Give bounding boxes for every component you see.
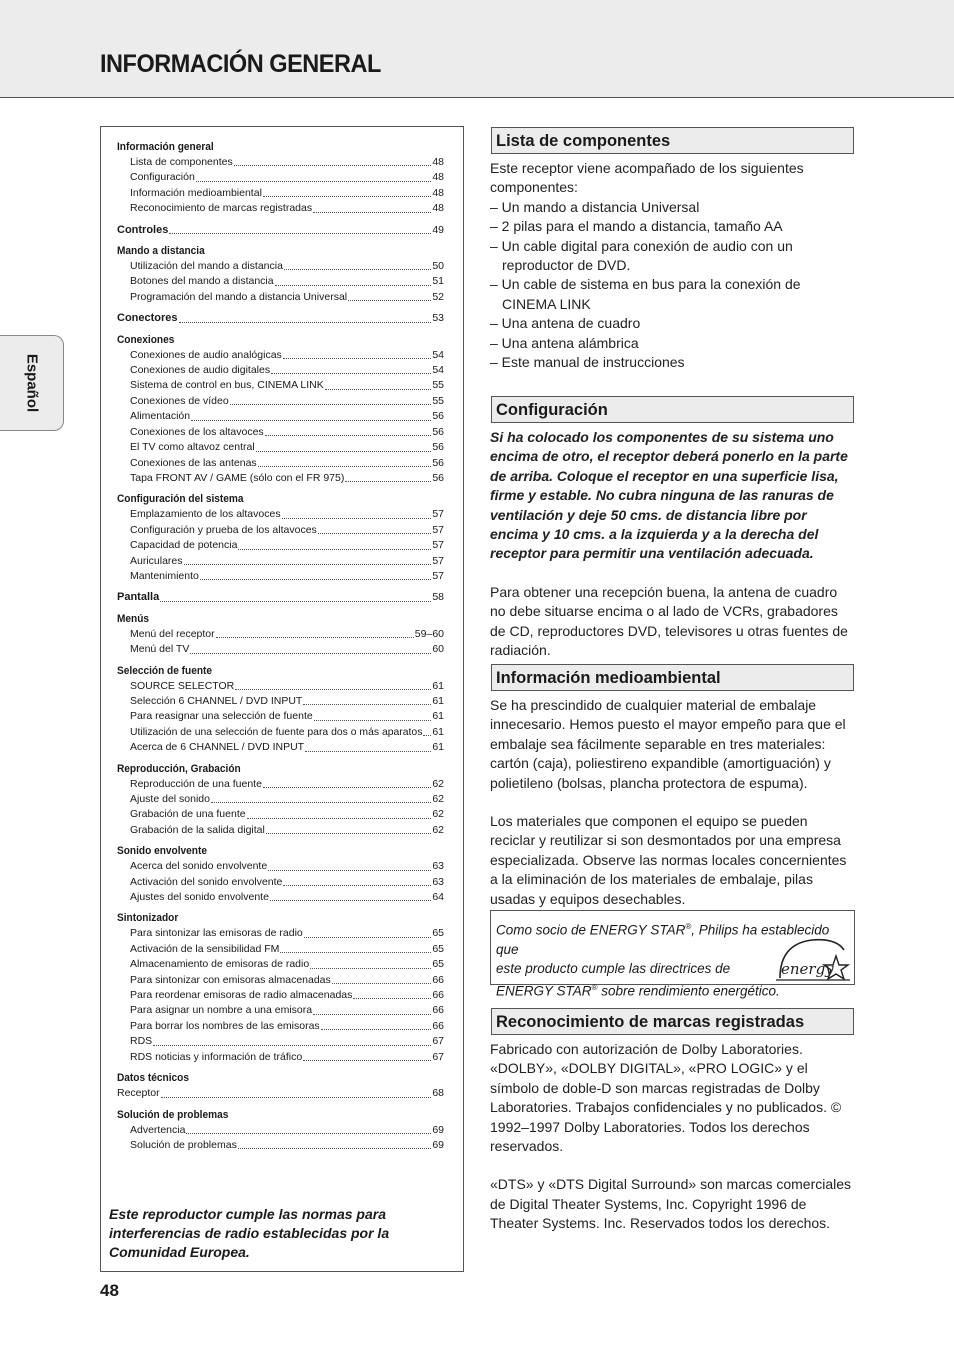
toc-entry <box>117 1086 444 1101</box>
toc-entry-page: 48 <box>432 171 444 184</box>
toc-entry-page: 50 <box>432 260 444 273</box>
toc-main-entry <box>117 223 444 238</box>
toc-entry-page: 59–60 <box>414 627 444 640</box>
trademarks-p1: Fabricado con autorización de Dolby Laboratories. «DOLBY», «DOLBY DIGITAL», «PRO LOGIC» y el símbolo de doble-D son marcas registradas de Dolby Laboratories. Trabajos confidenciales y no publicados. © 1992–1997 Dolby Laboratories. Todos los derechos reservados. <box>490 1041 842 1155</box>
toc-entry-page: 57 <box>432 554 444 567</box>
toc-leader <box>325 389 432 390</box>
toc-entry-label: Conectores <box>117 312 178 325</box>
toc-leader <box>313 212 431 213</box>
page-number: 48 <box>100 1281 119 1300</box>
toc-entry-label: Conexiones de vídeo <box>130 394 229 407</box>
toc-section-title: Sonido envolvente <box>117 845 207 858</box>
toc-entry-page: 67 <box>432 1050 444 1063</box>
toc-entry-page: 60 <box>432 643 444 656</box>
toc-entry-label: RDS noticias y información de tráfico <box>130 1050 303 1063</box>
toc-entry-page: 61 <box>432 741 444 754</box>
toc-leader <box>184 564 432 565</box>
toc-entry-page: 56 <box>432 471 444 484</box>
table-of-contents <box>100 126 464 1272</box>
toc-section <box>117 333 444 487</box>
toc-section <box>117 664 444 756</box>
toc-entry <box>117 425 444 440</box>
toc-leader <box>303 1060 431 1061</box>
component-item: – Este manual de instrucciones <box>490 354 685 371</box>
toc-entry <box>117 363 444 378</box>
toc-body <box>117 140 444 1153</box>
toc-entry-page: 58 <box>432 591 444 604</box>
toc-leader <box>353 998 431 999</box>
toc-entry-label: Advertencia <box>130 1123 186 1136</box>
energy-line3: ENERGY STAR <box>496 983 592 998</box>
toc-leader <box>304 937 432 938</box>
toc-entry-label: Solución de problemas <box>130 1138 237 1151</box>
toc-leader <box>200 579 431 580</box>
language-label: Español <box>23 353 40 413</box>
toc-entry-label: Configuración <box>130 171 195 184</box>
toc-entry-label: Mantenimiento <box>130 569 199 582</box>
toc-entry <box>117 1019 444 1034</box>
environment-p1: Se ha prescindido de cualquier material de embalaje innecesario. Hemos puesto el mayor empeño para que el embalaje sea fácilmente separable en tres materiales: cartón (caja), poliestireno expandible (amortiguación) y polietileno (bolsas, plancha protectora de espuma). <box>490 697 846 791</box>
toc-entry-page: 65 <box>432 958 444 971</box>
toc-leader <box>190 653 431 654</box>
toc-entry-label: Auriculares <box>130 554 183 567</box>
toc-entry <box>117 988 444 1003</box>
toc-leader <box>275 285 432 286</box>
config-section <box>490 396 854 660</box>
energy-star-box <box>490 910 855 998</box>
toc-entry-page: 62 <box>432 808 444 821</box>
toc-section <box>117 590 444 605</box>
toc-entry-label: Lista de componentes <box>130 156 233 168</box>
config-warning: Si ha colocado los componentes de su sistema uno encima de otro, el receptor deberá ponerlo en la parte de arriba. Coloque el receptor en una superficie lisa, firme y estable. No cubra ninguna de las ranuras de ventilación y deje 50 cms. de distancia libre por encima y 10 cms. a la izquierda y a la derecha del receptor para permitir una ventilación adecuada. <box>490 429 848 562</box>
toc-section-title: Configuración del sistema <box>117 493 244 506</box>
toc-entry-label: Grabación de una fuente <box>130 808 246 821</box>
environment-section <box>490 664 854 909</box>
toc-leader <box>179 322 432 323</box>
toc-entry <box>117 569 444 584</box>
toc-entry-label: Utilización del mando a distancia <box>130 260 283 273</box>
toc-leader <box>266 833 431 834</box>
toc-entry <box>117 378 444 393</box>
toc-entry-label: Configuración y prueba de los altavoces <box>130 523 317 536</box>
toc-section <box>117 244 444 305</box>
toc-entry-label: Menú del receptor <box>130 627 215 640</box>
toc-entry <box>117 1138 444 1153</box>
page-header <box>0 0 954 98</box>
toc-entry <box>117 471 444 486</box>
toc-entry-label: Capacidad de potencia <box>130 539 238 552</box>
energy-reg-mark-2: ® <box>591 982 598 992</box>
toc-entry-label: El TV como altavoz central <box>130 441 255 454</box>
toc-entry-label: Selección 6 CHANNEL / DVD INPUT <box>130 694 303 707</box>
toc-entry-label: Para borrar los nombres de las emisoras <box>130 1019 320 1032</box>
toc-entry-page: 69 <box>432 1138 444 1151</box>
toc-entry-label: Tapa FRONT AV / GAME (sólo con el FR 975) <box>130 471 345 484</box>
toc-leader <box>238 1148 431 1149</box>
toc-entry-label: RDS <box>130 1035 153 1048</box>
toc-entry-page: 68 <box>432 1087 444 1100</box>
toc-entry-label: Para reasignar una selección de fuente <box>130 710 313 723</box>
toc-leader <box>345 481 431 482</box>
toc-entry-label: Reconocimiento de marcas registradas <box>130 202 313 215</box>
toc-entry <box>117 627 444 642</box>
toc-leader <box>258 466 432 467</box>
energy-line3b: sobre rendimiento energético. <box>597 983 780 998</box>
toc-leader <box>191 420 431 421</box>
energy-line1b: , Philips ha establecido que <box>496 922 830 957</box>
toc-entry <box>117 679 444 694</box>
toc-entry <box>117 155 444 170</box>
toc-entry-page: 64 <box>432 891 444 904</box>
toc-entry-label: Reproducción de una fuente <box>130 777 262 790</box>
toc-main-entry <box>117 311 444 326</box>
config-text: Para obtener una recepción buena, la antena de cuadro no debe situarse encima o al lado de VCRs, grabadores de CD, reproductores DVD, televisores u otras fuentes de radiación. <box>490 583 848 659</box>
toc-entry <box>117 456 444 471</box>
toc-leader <box>282 518 432 519</box>
toc-entry-page: 65 <box>432 927 444 940</box>
trademarks-title: Reconocimiento de marcas registradas <box>491 1008 854 1035</box>
component-item: – Un mando a distancia Universal <box>490 198 700 215</box>
toc-entry <box>117 1003 444 1018</box>
toc-entry-label: Controles <box>117 223 169 236</box>
toc-entry-page: 61 <box>432 710 444 723</box>
toc-entry-label: Receptor <box>117 1087 160 1100</box>
toc-entry <box>117 957 444 972</box>
trademarks-p2: «DTS» y «DTS Digital Surround» son marcas comerciales de Digital Theater Systems, Inc. Copyright 1996 de Theater Systems. Inc. Reservados todos los derechos. <box>490 1176 852 1232</box>
toc-entry-label: Emplazamiento de los altavoces <box>130 508 281 521</box>
toc-entry-label: Sistema de control en bus, CINEMA LINK <box>130 379 324 392</box>
toc-leader <box>305 751 431 752</box>
toc-leader <box>235 689 431 690</box>
toc-entry-page: 56 <box>432 410 444 423</box>
toc-section-title: Selección de fuente <box>117 664 213 677</box>
toc-entry <box>117 201 444 216</box>
toc-leader <box>271 373 431 374</box>
toc-entry-label: Ajuste del sonido <box>130 793 210 805</box>
environment-title: Información medioambiental <box>491 664 854 691</box>
components-list <box>490 198 854 373</box>
toc-leader <box>270 900 431 901</box>
toc-leader <box>234 165 432 166</box>
config-title: Configuración <box>491 396 854 423</box>
toc-entry-page: 63 <box>432 860 444 873</box>
toc-leader <box>256 451 432 452</box>
toc-section-title: Información general <box>117 141 214 153</box>
toc-section-title: Menús <box>117 612 150 625</box>
toc-entry <box>117 777 444 792</box>
toc-entry-label: Para sintonizar las emisoras de radio <box>130 927 303 940</box>
toc-entry <box>117 890 444 905</box>
toc-entry <box>117 725 444 740</box>
toc-leader <box>238 549 431 550</box>
toc-entry <box>117 973 444 988</box>
toc-section-title: Conexiones <box>117 333 175 346</box>
toc-leader <box>230 404 432 405</box>
environment-p2: Los materiales que componen el equipo se pueden reciclar y reutilizar si son desmontados por una empresa especializada. Observe las normas locales concernientes a la eliminación de los materiales de embalaje, pilas usadas y equipos desechables. <box>490 813 847 907</box>
toc-main-entry <box>117 590 444 605</box>
component-item: – Un cable digital para conexión de audio con un reproductor de DVD. <box>490 237 793 274</box>
toc-leader <box>160 601 431 602</box>
toc-entry-page: 56 <box>432 441 444 454</box>
toc-entry-page: 62 <box>432 823 444 836</box>
toc-entry <box>117 792 444 807</box>
toc-entry-label: Pantalla <box>117 591 160 604</box>
toc-leader <box>348 300 431 301</box>
toc-entry <box>117 1050 444 1065</box>
component-item: – Un cable de sistema en bus para la conexión de CINEMA LINK <box>490 276 801 312</box>
toc-leader <box>216 637 414 638</box>
toc-entry-page: 54 <box>432 348 444 361</box>
toc-section <box>117 311 444 326</box>
toc-leader <box>196 181 432 182</box>
toc-entry-label: Acerca de 6 CHANNEL / DVD INPUT <box>130 741 305 754</box>
toc-section <box>117 762 444 839</box>
energy-reg-mark: ® <box>685 922 692 931</box>
components-title: Lista de componentes <box>491 127 854 154</box>
toc-leader <box>268 870 431 871</box>
toc-entry-label: Conexiones de los altavoces <box>130 425 264 438</box>
toc-entry-label: SOURCE SELECTOR <box>130 679 235 692</box>
toc-leader <box>303 704 431 705</box>
page-title: INFORMACIÓN GENERAL <box>100 50 381 78</box>
toc-entry-page: 48 <box>432 202 444 215</box>
toc-entry-page: 67 <box>432 1035 444 1048</box>
toc-entry-label: Conexiones de audio analógicas <box>130 348 282 361</box>
component-item: – Una antena de cuadro <box>490 315 641 332</box>
toc-entry-label: Grabación de la salida digital <box>130 823 265 836</box>
components-section <box>490 127 854 372</box>
toc-entry <box>117 348 444 363</box>
toc-entry-page: 49 <box>432 223 444 236</box>
toc-entry-label: Alimentación <box>130 410 191 423</box>
toc-entry-label: Conexiones de las antenas <box>130 456 257 469</box>
toc-entry-label: Para reordenar emisoras de radio almacenadas <box>130 989 353 1002</box>
toc-entry <box>117 538 444 553</box>
toc-entry-page: 69 <box>432 1123 444 1136</box>
toc-entry-page: 66 <box>432 973 444 986</box>
toc-leader <box>423 735 431 736</box>
toc-entry <box>117 807 444 822</box>
toc-entry-page: 65 <box>432 942 444 955</box>
toc-entry-label: Conexiones de audio digitales <box>130 364 271 377</box>
toc-entry-page: 66 <box>432 1019 444 1032</box>
toc-section-title: Mando a distancia <box>117 245 205 258</box>
toc-entry-label: Información medioambiental <box>130 186 262 199</box>
toc-entry-page: 48 <box>432 186 444 199</box>
toc-section-title: Solución de problemas <box>117 1108 229 1121</box>
toc-entry-label: Activación de la sensibilidad FM <box>130 942 280 955</box>
toc-entry <box>117 259 444 274</box>
toc-section <box>117 223 444 238</box>
toc-section <box>117 140 444 217</box>
language-tab <box>0 335 64 431</box>
toc-leader <box>263 787 431 788</box>
toc-leader <box>318 533 432 534</box>
compliance-note: Este reproductor cumple las normas para interferencias de radio establecidas por la Comunidad Europea. <box>109 1206 390 1260</box>
toc-entry-label: Para asignar un nombre a una emisora <box>130 1004 313 1017</box>
toc-leader <box>186 1133 431 1134</box>
component-item: – Una antena alámbrica <box>490 334 639 351</box>
toc-leader <box>153 1045 431 1046</box>
toc-entry <box>117 290 444 305</box>
components-intro: Este receptor viene acompañado de los siguientes componentes: <box>490 160 804 196</box>
toc-entry-label: Programación del mando a distancia Universal <box>130 290 348 303</box>
toc-leader <box>161 1097 432 1098</box>
energy-star-logo-icon <box>774 934 852 982</box>
toc-entry-page: 62 <box>432 793 444 805</box>
toc-entry-page: 57 <box>432 523 444 536</box>
toc-entry-page: 56 <box>432 425 444 438</box>
toc-entry-label: Menú del TV <box>130 643 190 656</box>
toc-leader <box>169 233 431 234</box>
toc-entry <box>117 642 444 657</box>
toc-entry <box>117 1123 444 1138</box>
toc-entry-page: 63 <box>432 875 444 888</box>
toc-entry <box>117 942 444 957</box>
toc-entry <box>117 926 444 941</box>
toc-section <box>117 612 444 658</box>
toc-leader <box>284 269 431 270</box>
toc-entry-page: 55 <box>432 394 444 407</box>
toc-entry-label: Ajustes del sonido envolvente <box>130 891 269 904</box>
toc-section-title: Reproducción, Grabación <box>117 762 241 775</box>
toc-entry-page: 61 <box>432 679 444 692</box>
toc-leader <box>313 1014 431 1015</box>
toc-entry-page: 48 <box>432 156 444 168</box>
toc-section-title: Sintonizador <box>117 912 179 925</box>
toc-section <box>117 492 444 584</box>
toc-entry-page: 52 <box>432 290 444 303</box>
toc-leader <box>211 802 431 803</box>
toc-section-title: Datos técnicos <box>117 1072 189 1085</box>
toc-entry-label: Acerca del sonido envolvente <box>130 860 268 873</box>
toc-entry-page: 54 <box>432 364 444 377</box>
toc-entry <box>117 523 444 538</box>
toc-entry-page: 51 <box>432 275 444 288</box>
toc-entry <box>117 186 444 201</box>
toc-leader <box>314 720 432 721</box>
toc-leader <box>265 435 432 436</box>
toc-entry-label: Botones del mando a distancia <box>130 275 274 288</box>
toc-entry <box>117 394 444 409</box>
energy-line1: Como socio de ENERGY STAR <box>496 922 686 938</box>
toc-entry <box>117 440 444 455</box>
toc-entry <box>117 859 444 874</box>
toc-entry-page: 53 <box>432 312 444 325</box>
toc-entry <box>117 709 444 724</box>
toc-entry-page: 66 <box>432 989 444 1002</box>
toc-entry <box>117 875 444 890</box>
toc-entry-label: Almacenamiento de emisoras de radio <box>130 958 310 971</box>
toc-entry <box>117 823 444 838</box>
toc-section <box>117 911 444 1065</box>
trademarks-section <box>490 1008 854 1234</box>
toc-entry <box>117 274 444 289</box>
toc-section <box>117 844 444 905</box>
toc-entry <box>117 409 444 424</box>
component-item: – 2 pilas para el mando a distancia, tamaño AA <box>490 218 783 235</box>
energy-line2: este producto cumple las directrices de <box>496 960 731 976</box>
toc-leader <box>283 885 431 886</box>
toc-leader <box>321 1029 432 1030</box>
toc-entry <box>117 507 444 522</box>
toc-entry <box>117 170 444 185</box>
toc-entry-label: Utilización de una selección de fuente para dos o más aparatos <box>130 725 423 738</box>
toc-entry-page: 55 <box>432 379 444 392</box>
toc-leader <box>280 952 431 953</box>
toc-leader <box>283 358 432 359</box>
toc-leader <box>247 818 432 819</box>
toc-entry-page: 61 <box>432 694 444 707</box>
toc-entry-page: 57 <box>432 539 444 552</box>
toc-leader <box>332 983 432 984</box>
toc-leader <box>263 196 431 197</box>
toc-leader <box>310 968 431 969</box>
toc-section <box>117 1108 444 1154</box>
toc-entry <box>117 1034 444 1049</box>
toc-entry <box>117 740 444 755</box>
toc-entry-page: 66 <box>432 1004 444 1017</box>
energy-logo-text: energy <box>781 960 834 978</box>
toc-entry-page: 62 <box>432 777 444 790</box>
toc-entry-page: 57 <box>432 569 444 582</box>
toc-entry-page: 61 <box>432 725 444 738</box>
toc-entry <box>117 554 444 569</box>
toc-entry <box>117 694 444 709</box>
toc-section <box>117 1071 444 1101</box>
toc-entry-label: Activación del sonido envolvente <box>130 875 283 888</box>
toc-entry-page: 56 <box>432 456 444 469</box>
toc-entry-label: Para sintonizar con emisoras almacenadas <box>130 973 331 986</box>
toc-entry-page: 57 <box>432 508 444 521</box>
